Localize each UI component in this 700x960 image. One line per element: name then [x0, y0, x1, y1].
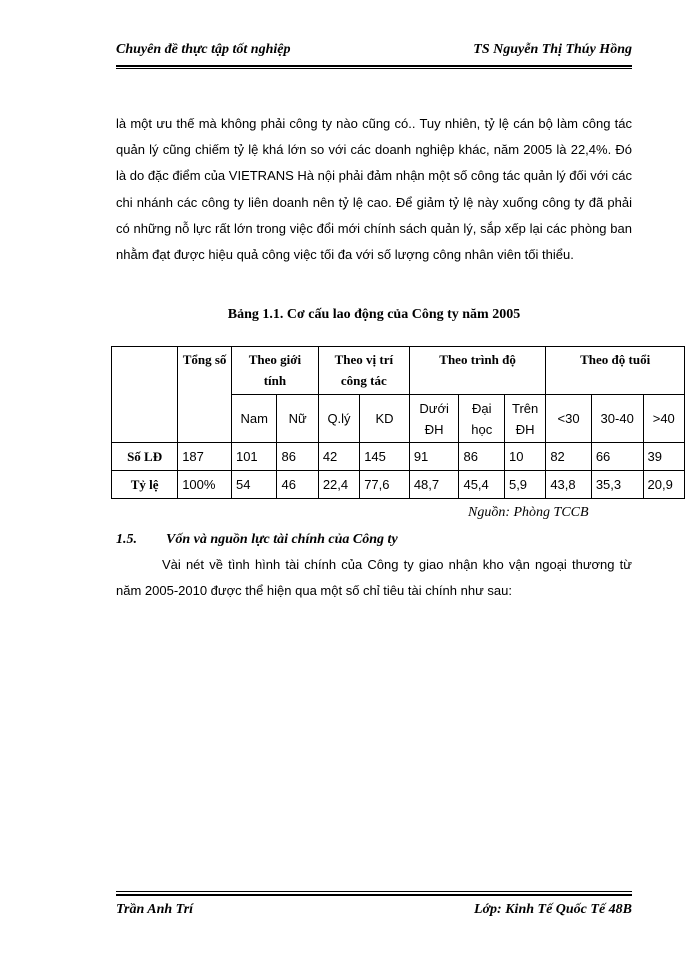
header-age: Theo độ tuổi: [546, 347, 685, 395]
sub-header-nam: Nam: [231, 395, 277, 443]
cell-dai-hoc: 86: [459, 443, 505, 471]
sub-header-dai-hoc: Đại học: [459, 395, 505, 443]
table-caption: Bảng 1.1. Cơ cấu lao động của Công ty năm 2005: [227, 307, 521, 322]
cell-kd: 145: [360, 443, 410, 471]
footer-rule: [116, 894, 632, 896]
cell-lt30: 82: [546, 443, 592, 471]
cell-30-40: 35,3: [591, 471, 643, 499]
footer-class: Lớp: Kinh Tế Quốc Tế 48B: [473, 902, 632, 917]
cell-nu: 86: [277, 443, 318, 471]
labor-structure-table: [111, 346, 685, 499]
header-rule: [116, 65, 632, 67]
cell-gt40: 39: [643, 443, 684, 471]
section-title: Vốn và nguồn lực tài chính của Công ty: [166, 532, 398, 547]
cell-nam: 54: [231, 471, 277, 499]
sub-header-tren-dh: Trên ĐH: [504, 395, 545, 443]
header-rule-thin: [116, 68, 632, 69]
cell-nam: 101: [231, 443, 277, 471]
cell-duoi-dh: 91: [409, 443, 459, 471]
sub-header-nu: Nữ: [277, 395, 318, 443]
cell-qly: 42: [318, 443, 359, 471]
sub-header-gt40: >40: [643, 395, 684, 443]
cell-kd: 77,6: [360, 471, 410, 499]
table-source: Nguồn: Phòng TCCB: [468, 505, 589, 520]
table-corner-cell: [112, 347, 178, 395]
cell-lt30: 43,8: [546, 471, 592, 499]
row-label: Số LĐ: [112, 443, 178, 471]
cell-30-40: 66: [591, 443, 643, 471]
sub-header-duoi-dh: Dưới ĐH: [409, 395, 459, 443]
cell-qly: 22,4: [318, 471, 359, 499]
table-row: [112, 471, 685, 499]
table-row: [112, 443, 685, 471]
table-corner-cell-lower: [112, 395, 178, 443]
footer-student: Trần Anh Trí: [116, 902, 194, 917]
cell-total: 187: [178, 443, 232, 471]
header-total: Tổng số: [178, 347, 232, 443]
cell-duoi-dh: 48,7: [409, 471, 459, 499]
body-paragraph-2: Vài nét về tình hình tài chính của Công ty giao nhận kho vận ngoại thương từ năm 2005-2010 được thể hiện qua một số chỉ tiêu tài chính như sau:: [116, 557, 632, 599]
header-title: Chuyên đề thực tập tốt nghiệp: [116, 42, 291, 57]
sub-header-kd: KD: [360, 395, 410, 443]
header-position: Theo vị trí công tác: [318, 347, 409, 395]
sub-header-qly: Q.lý: [318, 395, 359, 443]
cell-tren-dh: 5,9: [504, 471, 545, 499]
sub-header-30-40: 30-40: [591, 395, 643, 443]
header-author: TS Nguyễn Thị Thúy Hồng: [473, 42, 632, 57]
row-label: Tỷ lệ: [112, 471, 178, 499]
footer-rule-thin: [116, 891, 632, 892]
cell-tren-dh: 10: [504, 443, 545, 471]
cell-gt40: 20,9: [643, 471, 684, 499]
cell-nu: 46: [277, 471, 318, 499]
section-number: 1.5.: [116, 532, 137, 547]
cell-total: 100%: [178, 471, 232, 499]
header-gender: Theo giới tính: [231, 347, 318, 395]
body-paragraph-1: là một ưu thế mà không phải công ty nào cũng có.. Tuy nhiên, tỷ lệ cán bộ làm công tác quản lý cũng chiếm tỷ lệ khá lớn so với các doanh nghiệp khác, năm 2005 là 22,4%. Đó là do đặc điểm của VIETRANS Hà nội phải đảm nhận một số công tác quản lý đối với các chi nhánh các công ty liên doanh nên tỷ lệ cao. Để giảm tỷ lệ này xuống công ty đã phải có những nỗ lực rất lớn trong việc đổi mới chính sách quản lý, sắp xếp lại các phòng ban nhằm đạt được hiệu quả công việc tối đa với số lượng công nhân viên tối thiểu.: [116, 116, 632, 263]
header-education: Theo trình độ: [409, 347, 546, 395]
section-heading: [116, 530, 398, 550]
sub-header-lt30: <30: [546, 395, 592, 443]
cell-dai-hoc: 45,4: [459, 471, 505, 499]
